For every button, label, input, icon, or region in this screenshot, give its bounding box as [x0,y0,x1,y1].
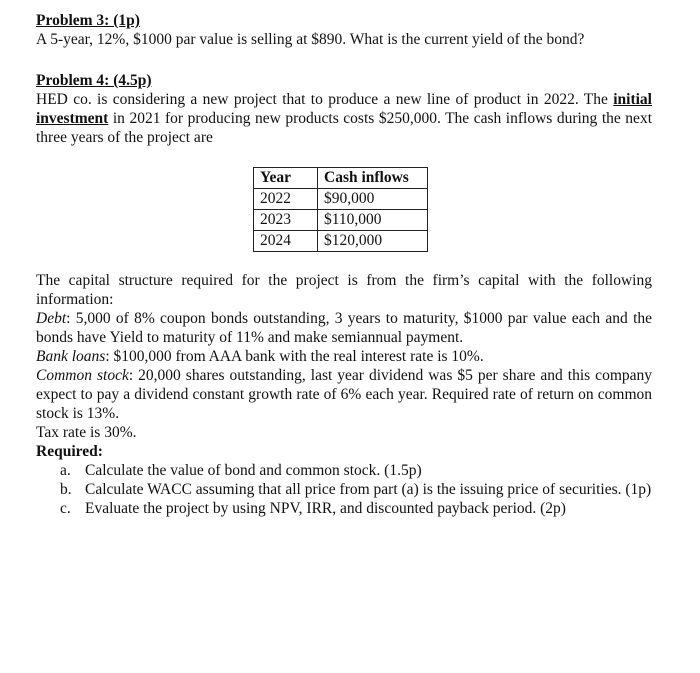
intro-part1: HED co. is considering a new project that to produce a new line of product in 2022. The [36,91,608,108]
tax-rate: Tax rate is 30%. [36,424,137,441]
list-item-text: Calculate the value of bond and common stock. (1.5p) [85,462,422,479]
list-item [36,480,652,499]
problem3-section [36,11,652,49]
table-cell-cash: $90,000 [318,189,428,210]
capital-structure-section [36,271,652,518]
debt-label: Debt [36,310,67,327]
initial-investment-term: initial investment [36,91,652,127]
table-cell-year: 2023 [254,210,318,231]
problem4-title: Problem 4: (4.5p) [36,72,152,89]
problem3-text: A 5-year, 12%, $1000 par value is selling at $890. What is the current yield of the bond? [36,31,585,48]
list-marker: b. [60,481,72,498]
table-header-year: Year [254,168,318,189]
table-header-row [254,168,428,189]
table-row [254,189,428,210]
list-item-text: Evaluate the project by using NPV, IRR, and discounted payback period. (2p) [85,500,566,517]
table-cell-year: 2024 [254,231,318,252]
debt-paragraph [36,309,652,347]
debt-text: : 5,000 of 8% coupon bonds outstanding, 3 years to maturity, $1000 par value each and the bonds have Yield to maturity of 11% and make semiannual payment. [36,310,652,346]
table-cell-cash: $120,000 [318,231,428,252]
table-row [254,210,428,231]
list-item-text: Calculate WACC assuming that all price from part (a) is the issuing price of securities. (1p) [85,481,652,498]
list-marker: a. [60,462,71,479]
required-label: Required: [36,443,103,460]
bank-loans-text: : $100,000 from AAA bank with the real interest rate is 10%. [105,348,484,365]
problem4-intro [36,90,652,147]
cash-inflows-table [253,167,428,252]
required-list [36,461,652,518]
table-cell-year: 2022 [254,189,318,210]
table-cell-cash: $110,000 [318,210,428,231]
capital-intro: The capital structure required for the project is from the firm’s capital with the following information: [36,272,652,308]
common-stock-paragraph [36,366,652,423]
list-marker: c. [60,500,71,517]
common-stock-text: : 20,000 shares outstanding, last year dividend was $5 per share and this company expect to pay a dividend constant growth rate of 6% each year. Required rate of return on common stock is 13%. [36,367,653,422]
problem4-header [36,71,652,147]
common-stock-label: Common stock [36,367,129,384]
bank-loans-paragraph [36,347,652,366]
table-header-cash: Cash inflows [318,168,428,189]
list-item [36,461,652,480]
table-row [254,231,428,252]
list-item [36,499,652,518]
problem3-title: Problem 3: (1p) [36,12,140,29]
intro-part2: in 2021 for producing new products costs $250,000. The cash inflows during the next three years of the project are [36,110,652,146]
bank-loans-label: Bank loans [36,348,106,365]
